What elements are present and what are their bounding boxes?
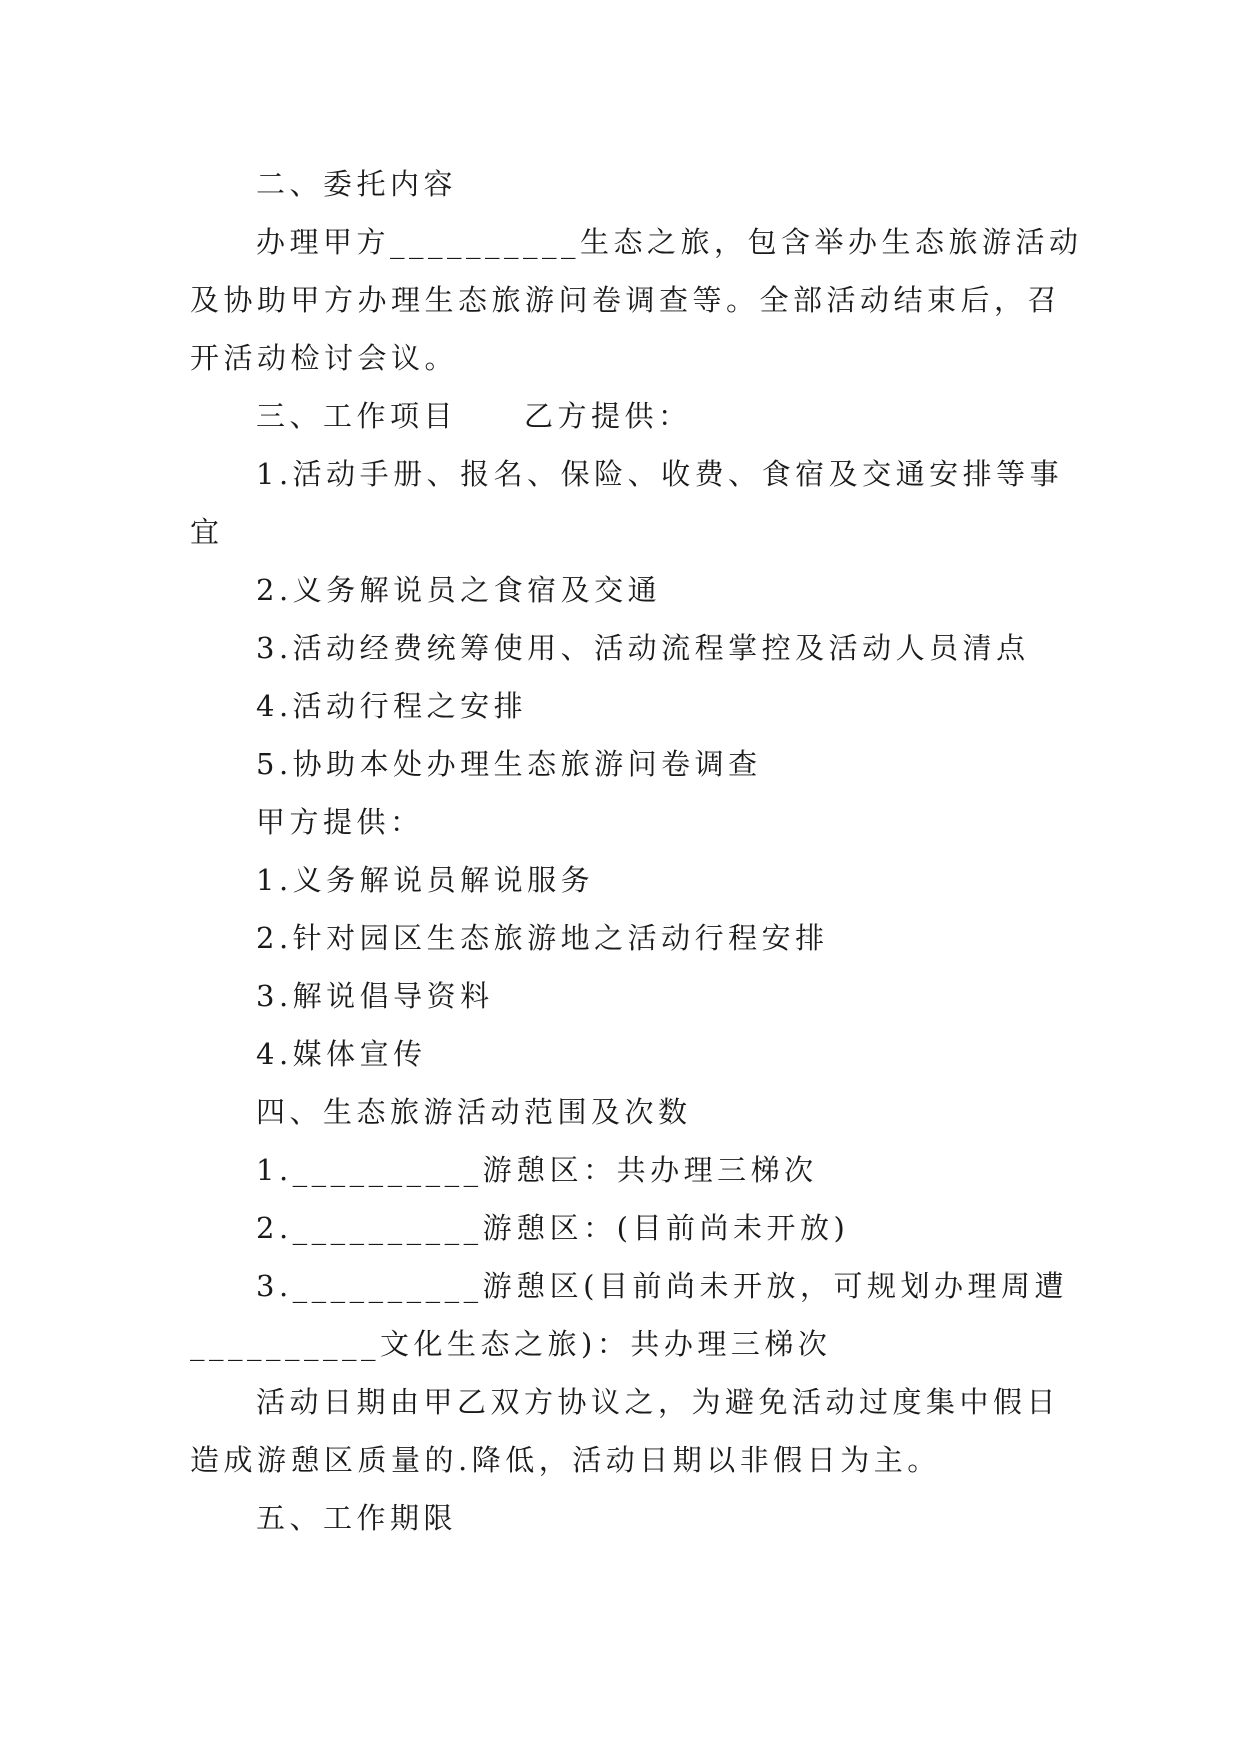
text-line: 甲方提供：	[256, 805, 424, 839]
text-line: 四、生态旅游活动范围及次数	[256, 1095, 692, 1129]
text-line: 活动日期由甲乙双方协议之，为避免活动过度集中假日	[256, 1385, 1061, 1419]
text-line: __________文化生态之旅)：共办理三梯次	[190, 1327, 832, 1361]
text-line: 2.__________游憩区：(目前尚未开放)	[256, 1211, 850, 1245]
text-line: 1.义务解说员解说服务	[256, 863, 595, 897]
text-line: 三、工作项目 乙方提供：	[256, 399, 692, 433]
document-body	[190, 155, 1083, 1547]
text-line: 五、工作期限	[256, 1501, 458, 1535]
text-line: 4.媒体宣传	[256, 1037, 427, 1071]
text-line: 3.解说倡导资料	[256, 979, 494, 1013]
text-line: 开活动检讨会议。	[190, 341, 459, 375]
text-line: 3.__________游憩区(目前尚未开放，可规划办理周遭	[256, 1269, 1068, 1303]
text-line: 1.__________游憩区：共办理三梯次	[256, 1153, 818, 1187]
text-line: 2.针对园区生态旅游地之活动行程安排	[256, 921, 829, 955]
text-line: 二、委托内容	[256, 167, 458, 201]
text-line: 办理甲方__________生态之旅，包含举办生态旅游活动	[256, 225, 1083, 259]
text-line: 2.义务解说员之食宿及交通	[256, 573, 662, 607]
text-line: 5.协助本处办理生态旅游问卷调查	[256, 747, 762, 781]
text-line: 及协助甲方办理生态旅游问卷调查等。全部活动结束后，召	[190, 283, 1062, 317]
text-line: 4.活动行程之安排	[256, 689, 528, 723]
text-line: 宜	[190, 515, 224, 549]
text-line: 1.活动手册、报名、保险、收费、食宿及交通安排等事	[256, 457, 1064, 491]
text-line: 造成游憩区质量的.降低，活动日期以非假日为主。	[190, 1443, 941, 1477]
text-line: 3.活动经费统筹使用、活动流程掌控及活动人员清点	[256, 631, 1030, 665]
